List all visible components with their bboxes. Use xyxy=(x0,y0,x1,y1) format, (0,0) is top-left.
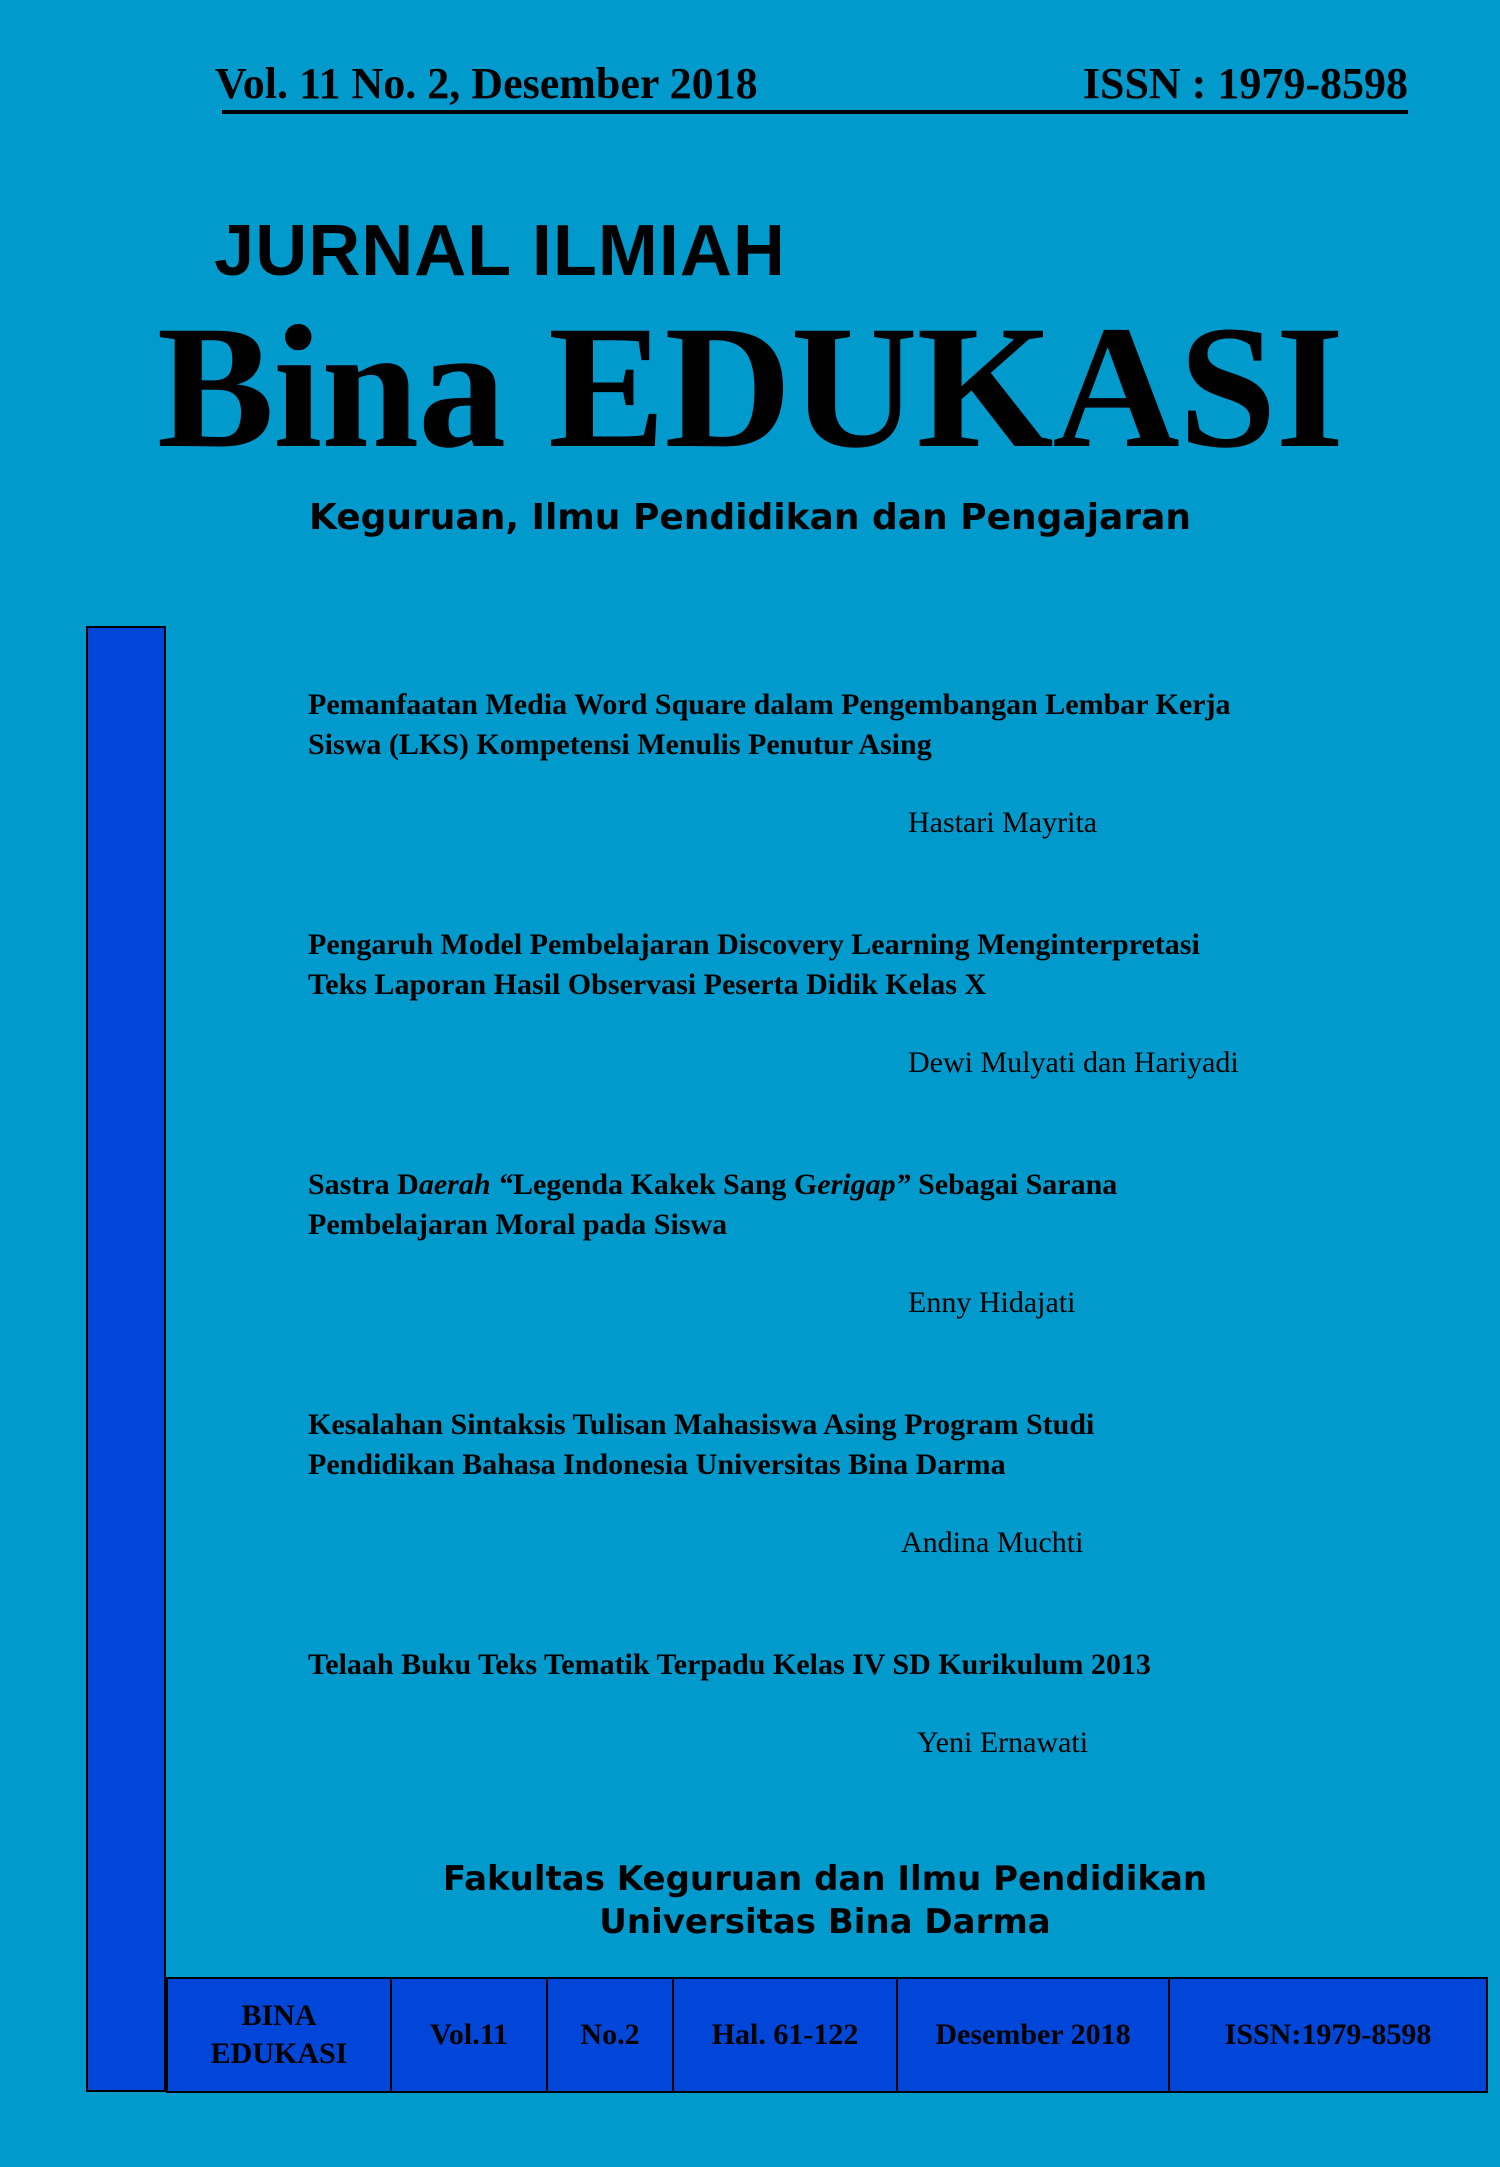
volume-issue-label: Vol. 11 No. 2, Desember 2018 xyxy=(215,59,758,108)
article-title xyxy=(308,925,1338,1005)
article-title-line: Kesalahan Sintaksis Tulisan Mahasiswa Asing Program Studi xyxy=(308,1408,1095,1441)
article-title xyxy=(308,1645,1338,1685)
article-title-line xyxy=(308,1165,1338,1205)
article-author: Yeni Ernawati xyxy=(917,1726,1089,1759)
article-entry xyxy=(308,1645,1338,1685)
article-title xyxy=(308,1165,1338,1245)
issn-label: ISSN : 1979-8598 xyxy=(1082,59,1408,108)
article-title-line: Pengaruh Model Pembelajaran Discovery Learning Menginterpretasi xyxy=(308,928,1200,961)
article-title-line: Teks Laporan Hasil Observasi Peserta Didik Kelas X xyxy=(308,968,987,1001)
university-name: Universitas Bina Darma xyxy=(599,1902,1051,1942)
title-segment: Sebagai Sarana xyxy=(910,1168,1118,1201)
article-entry xyxy=(308,685,1338,765)
journal-title: Bina EDUKASI xyxy=(156,290,1344,485)
article-title xyxy=(308,1405,1338,1485)
article-author: Hastari Mayrita xyxy=(908,806,1098,839)
header-divider xyxy=(222,110,1408,114)
article-author: Dewi Mulyati dan Hariyadi xyxy=(908,1046,1239,1079)
info-journal-cell xyxy=(168,1979,392,2091)
article-entry xyxy=(308,925,1338,1005)
article-title-line: Pemanfaatan Media Word Square dalam Pengembangan Lembar Kerja xyxy=(308,688,1231,721)
info-journal-line: BINA xyxy=(241,1999,317,2032)
article-entry xyxy=(308,1165,1338,1245)
header-bar xyxy=(215,58,1408,109)
info-date-cell: Desember 2018 xyxy=(898,1979,1170,2091)
info-issn-cell: ISSN:1979-8598 xyxy=(1224,2018,1432,2051)
title-segment: Sastra D xyxy=(308,1168,419,1201)
title-segment: Legenda Kakek Sang G xyxy=(513,1168,818,1201)
article-title-line: Pembelajaran Moral pada Siswa xyxy=(308,1208,728,1241)
journal-subtitle: Keguruan, Ilmu Pendidikan dan Pengajaran xyxy=(308,497,1192,538)
article-author: Enny Hidajati xyxy=(908,1286,1076,1319)
article-title-line: Siswa (LKS) Kompetensi Menulis Penutur Asing xyxy=(308,728,932,761)
publisher-block xyxy=(300,1858,1350,1944)
cover-spine-bar xyxy=(86,626,166,2092)
title-segment-italic: aerah “ xyxy=(418,1168,514,1201)
info-journal-line: EDUKASI xyxy=(210,2037,348,2070)
article-author: Andina Muchti xyxy=(901,1526,1084,1559)
info-volume-cell: Vol.11 xyxy=(392,1979,548,2091)
article-entry xyxy=(308,1405,1338,1485)
article-title-line: Telaah Buku Teks Tematik Terpadu Kelas IV SD Kurikulum 2013 xyxy=(308,1648,1151,1681)
faculty-name: Fakultas Keguruan dan Ilmu Pendidikan xyxy=(442,1859,1208,1899)
issue-info-bar xyxy=(166,1977,1488,2093)
info-pages-cell: Hal. 61-122 xyxy=(674,1979,898,2091)
title-segment-italic: erigap” xyxy=(817,1168,911,1201)
article-title-line: Pendidikan Bahasa Indonesia Universitas Bina Darma xyxy=(308,1448,1006,1481)
info-number-cell: No.2 xyxy=(548,1979,674,2091)
article-title xyxy=(308,685,1338,765)
journal-kicker: JURNAL ILMIAH xyxy=(214,211,786,291)
